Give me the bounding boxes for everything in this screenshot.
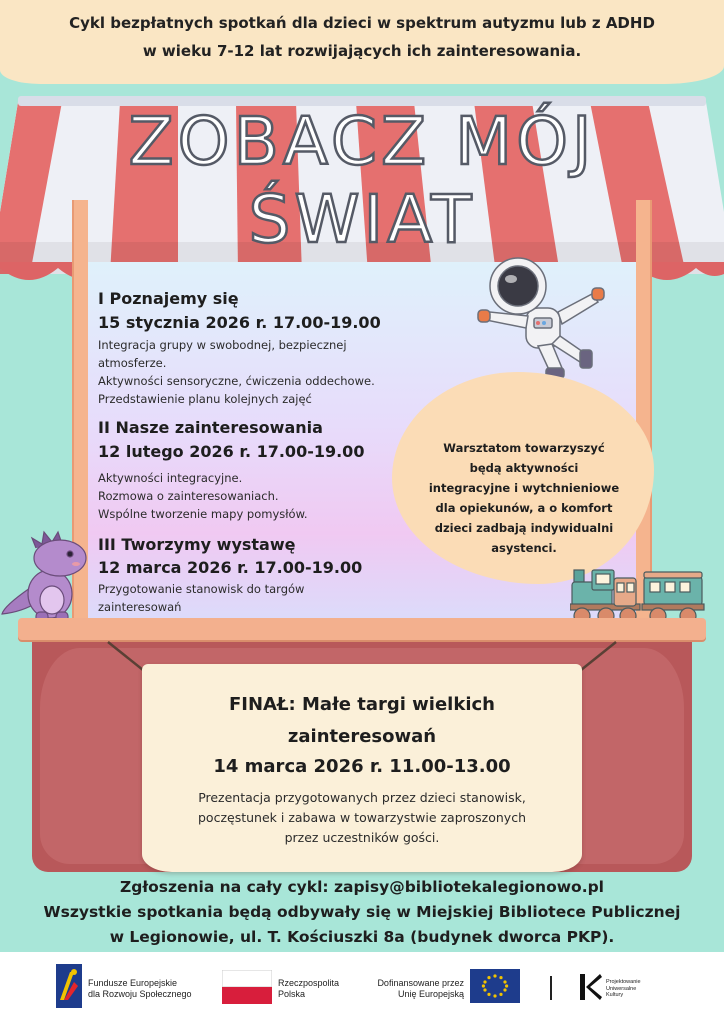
session-2-line: Wspólne tworzenie mapy pomysłów. [98, 507, 308, 521]
fe-logo-text [88, 978, 192, 1000]
fe-logo-line: dla Rozwoju Społecznego [88, 989, 192, 999]
eu-logo-line: Unię Europejską [397, 989, 464, 999]
eu-logo-line: Dofinansowane przez [377, 978, 464, 988]
session-1-line: Przedstawienie planu kolejnych zajęć [98, 392, 312, 406]
footer-location-line-2: w Legionowie, ul. T. Kościuszki 8a (budynek dworca PKP). [109, 928, 615, 946]
eu-logo-text [366, 978, 464, 1000]
fe-logo-icon [56, 964, 82, 1008]
session-2-description [98, 469, 398, 523]
puk-logo-line: Kultury [606, 992, 624, 998]
session-1-title: I Poznajemy się [98, 289, 239, 308]
rp-logo-line: Polska [278, 989, 306, 999]
finale-title-line-1: FINAŁ: Małe targi wielkich [229, 694, 495, 715]
fe-logo-line: Fundusze Europejskie [88, 978, 178, 988]
rp-logo-text [278, 978, 339, 1000]
session-3-title: III Tworzymy wystawę [98, 535, 296, 554]
poland-flag-icon [222, 970, 272, 1004]
finale-date: 14 marca 2026 r. 11.00-13.00 [213, 756, 511, 777]
note-line: asystenci. [491, 541, 557, 555]
session-2-line: Rozmowa o zainteresowaniach. [98, 489, 279, 503]
puk-logo-line: Projektowanie [606, 979, 641, 985]
note-line: dzieci zadbają indywidualni [434, 521, 614, 535]
title-line-2: ŚWIAT [248, 181, 476, 258]
footer-registration: Zgłoszenia na cały cykl: zapisy@bibliotekalegionowo.pl [119, 878, 604, 896]
finale-description [142, 788, 582, 848]
puk-logo-text [606, 979, 641, 999]
astronaut-illustration [468, 250, 608, 390]
finale-description-line: przez uczestników gości. [284, 830, 440, 845]
session-2-line: Aktywności integracyjne. [98, 471, 243, 485]
finale-title-line-2: zainteresowań [287, 726, 437, 747]
puk-logo-icon [580, 974, 602, 1000]
session-3-line: Przygotowanie stanowisk do targów [98, 582, 305, 596]
eu-flag-icon [470, 969, 520, 1003]
finale-description-line: Prezentacja przygotowanych przez dzieci stanowisk, [198, 790, 526, 805]
dinosaur-illustration [0, 526, 92, 626]
title-line-1: ZOBACZ MÓJ [128, 103, 596, 180]
note-line: Warsztatom towarzyszyć [443, 441, 605, 455]
session-1-line: Aktywności sensoryczne, ćwiczenia oddechowe. [98, 374, 375, 388]
header-line-2: w wieku 7-12 lat rozwijających ich zainteresowania. [142, 42, 582, 60]
session-3-description [98, 580, 398, 616]
session-1-date: 15 stycznia 2026 r. 17.00-19.00 [98, 313, 381, 332]
session-2-date: 12 lutego 2026 r. 17.00-19.00 [98, 442, 365, 461]
session-3-date: 12 marca 2026 r. 17.00-19.00 [98, 558, 363, 577]
session-1-line: atmosferze. [98, 356, 167, 370]
note-line: integracyjne i wytchnieniowe [428, 481, 620, 495]
header-line-1: Cykl bezpłatnych spotkań dla dzieci w spektrum autyzmu lub z ADHD [69, 14, 655, 32]
note-line: będą aktywności [469, 461, 579, 475]
note-text [418, 438, 630, 558]
session-2-title: II Nasze zainteresowania [98, 418, 323, 437]
rp-logo-line: Rzeczpospolita [278, 978, 340, 988]
session-3-line: zainteresowań [98, 600, 182, 614]
finale-description-line: poczęstunek i zabawa w towarzystwie zaproszonych [198, 810, 526, 825]
footer-location-line-1: Wszystkie spotkania będą odbywały się w Miejskiej Bibliotece Publicznej [43, 903, 681, 921]
session-1-line: Integracja grupy w swobodnej, bezpiecznej [98, 338, 347, 352]
session-1-description [98, 336, 398, 408]
logo-divider [550, 976, 552, 1000]
puk-logo-line: Uniwersalne [606, 985, 637, 992]
note-line: dla opiekunów, a o komfort [435, 501, 613, 515]
